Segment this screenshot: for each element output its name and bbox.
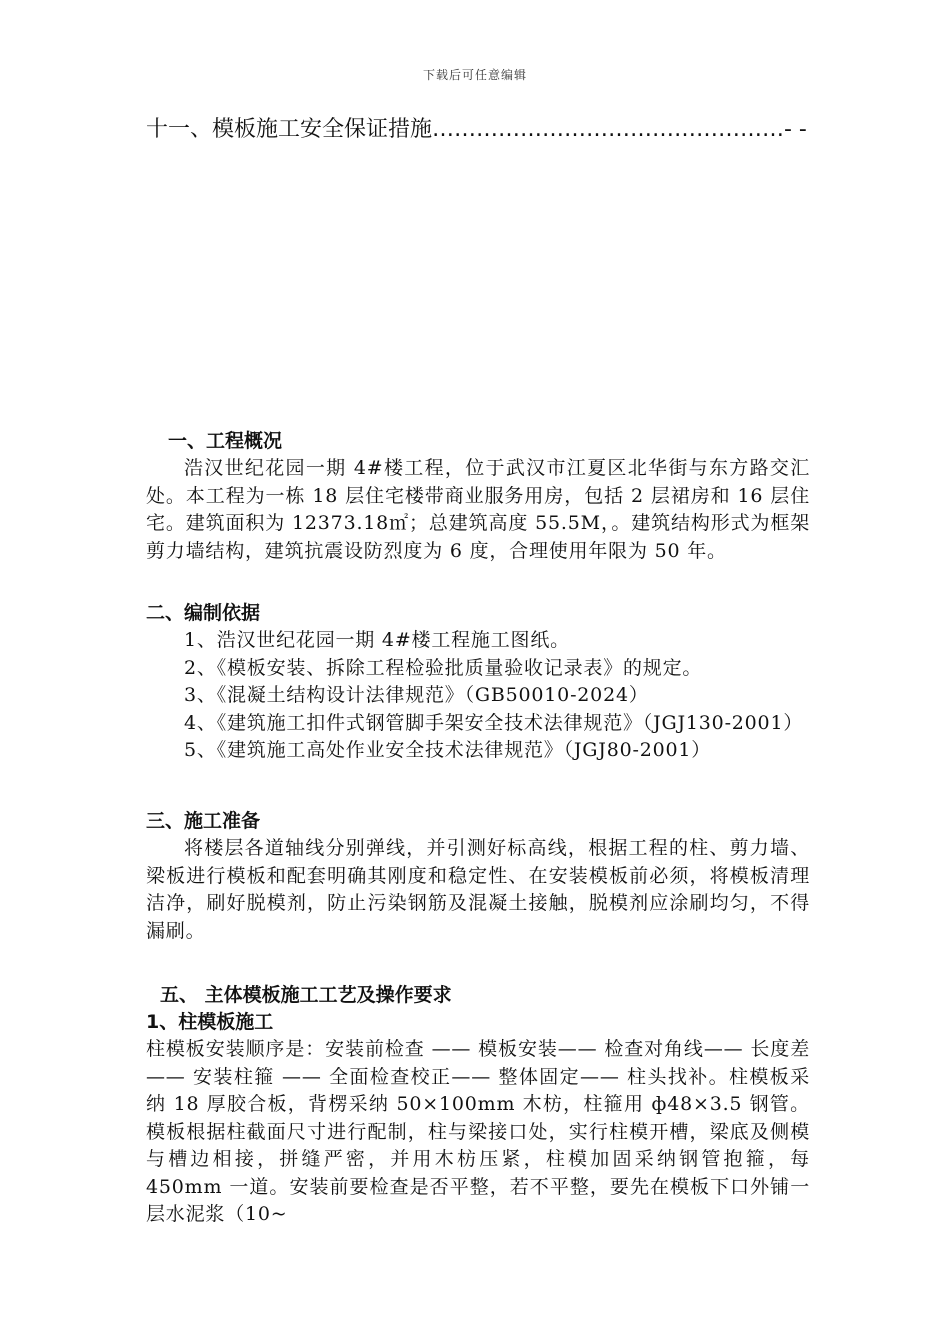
section-body: 将楼层各道轴线分别弹线，并引测好标高线，根据工程的柱、剪力墙、梁板进行模板和配套明确其刚度和稳定性、在安装模板前必须，将模板清理洁净，刷好脱模剂，防止污染钢筋及混凝土接触，脱模剂应涂刷均匀，不得漏刷。 [146,837,810,942]
list-item: 2、《模板安装、拆除工程检验批质量验收记录表》的规定。 [184,656,703,679]
toc-entry: 十一、模板施工安全保证措施…………………………………………- - [146,117,807,142]
list-item: 3、《混凝土结构设计法律规范》（GB50010-2024） [184,684,649,706]
section-body: 浩汉世纪花园一期 4#楼工程，位于武汉市江夏区北华街与东方路交汇处。本工程为一栋 18 层住宅楼带商业服务用房，包括 2 层裙房和 16 层住宅。建筑面积为 12373.18㎡；总建筑高度 55.5M，。建筑结构形式为框架剪力墙结构，建筑抗震设防烈度为 6 度，合理使用年限为 50 年。 [146,457,810,562]
list-item: 5、《建筑施工高处作业安全技术法律规范》（JGJ80-2001） [184,739,712,761]
header-watermark: 下载后可任意编辑 [422,68,527,82]
section-body: 柱模板安装顺序是：安装前检查 —— 模板安装—— 检查对角线—— 长度差 —— 安装柱箍 —— 全面检查校正—— 整体固定—— 柱头找补。柱模板采纳 18 厚胶合板，背楞采纳 50×100mm 木枋，柱箍用 ф48×3.5 钢管。模板根据柱截面尺寸进行配制，柱与梁接口处，实行柱模开槽，梁底及侧模与槽边相接，拼缝严密，并用木枋压紧，柱模加固采纳钢管抱箍，每 450mm 一道。安装前要检查是否平整，若不平整，要先在模板下口外铺一层水泥浆（10~ [146,1038,810,1225]
list-item: 4、《建筑施工扣件式钢管脚手架安全技术法律规范》（JGJ130-2001） [184,711,804,734]
list-item: 1、浩汉世纪花园一期 4#楼工程施工图纸。 [184,629,570,651]
section-heading: 五、 主体模板施工工艺及操作要求 [160,984,452,1006]
section-heading: 三、施工准备 [146,810,261,832]
section-preparation [146,808,810,945]
section-project-overview [146,428,810,565]
section-basis [146,600,810,765]
section-formwork-process [146,982,810,1229]
section-heading: 一、工程概况 [168,430,283,452]
subsection-heading: 1、柱模板施工 [146,1011,274,1033]
section-heading: 二、编制依据 [146,602,261,624]
